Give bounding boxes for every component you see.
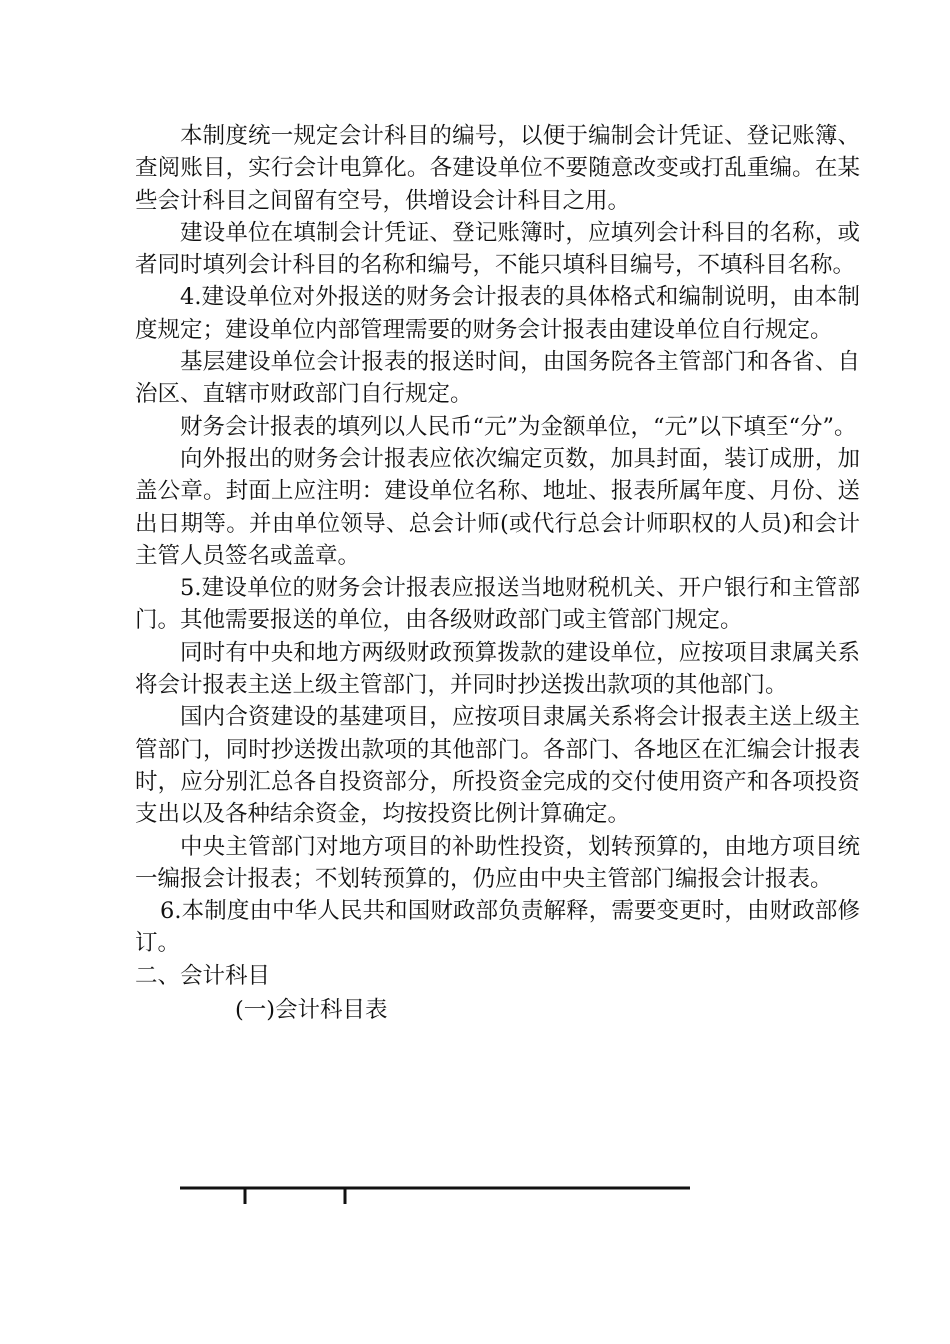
paragraph-joint-venture: 国内合资建设的基建项目，应按项目隶属关系将会计报表主送上级主管部门，同时抄送拨出款项的其他部门。各部门、各地区在汇编会计报表时，应分别汇总各自投资部分，所投资金完成的交付使用资产和各项投资支出以及各种结余资金，均按投资比例计算确定。: [135, 704, 860, 828]
paragraph-account-names: 建设单位在填制会计凭证、登记账簿时，应填列会计科目的名称，或者同时填列会计科目的名称和编号，不能只填科目编号，不填科目名称。: [135, 219, 860, 279]
sub-heading: (一)会计科目表: [235, 997, 388, 1024]
table-top-rule: [180, 1184, 690, 1204]
paragraph-account-numbering: 本制度统一规定会计科目的编号，以便于编制会计凭证、登记账簿、查阅账目，实行会计电算化。各建设单位不要随意改变或打乱重编。在某些会计科目之间留有空号，供增设会计科目之用。: [135, 123, 860, 214]
paragraph-interpretation: 6.本制度由中华人民共和国财政部负责解释，需要变更时，由财政部修订。: [135, 898, 860, 957]
paragraph-report-recipients: 5.建设单位的财务会计报表应报送当地财税机关、开户银行和主管部门。其他需要报送的单位，由各级财政部门或主管部门规定。: [135, 575, 860, 634]
section-heading: 二、会计科目: [135, 962, 271, 989]
paragraph-report-timing: 基层建设单位会计报表的报送时间，由国务院各主管部门和各省、自治区、直辖市财政部门自行规定。: [135, 349, 860, 408]
paragraph-report-format: 4.建设单位对外报送的财务会计报表的具体格式和编制说明，由本制度规定；建设单位内部管理需要的财务会计报表由建设单位自行规定。: [135, 284, 860, 343]
paragraph-two-level-funding: 同时有中央和地方两级财政预算拨款的建设单位，应按项目隶属关系将会计报表主送上级主管部门，并同时抄送拨出款项的其他部门。: [135, 639, 860, 699]
paragraph-currency-unit: 财务会计报表的填列以人民币“元”为金额单位，“元”以下填至“分”。: [180, 413, 857, 440]
paragraph-subsidy-investment: 中央主管部门对地方项目的补助性投资，划转预算的，由地方项目统一编报会计报表；不划转预算的，仍应由中央主管部门编报会计报表。: [135, 833, 860, 892]
paragraph-report-binding: 向外报出的财务会计报表应依次编定页数，加具封面，装订成册，加盖公章。封面上应注明：建设单位名称、地址、报表所属年度、月份、送出日期等。并由单位领导、总会计师(或代行总会计师职权的人员)和会计主管人员签名或盖章。: [135, 445, 860, 569]
document-page: [135, 120, 860, 1028]
